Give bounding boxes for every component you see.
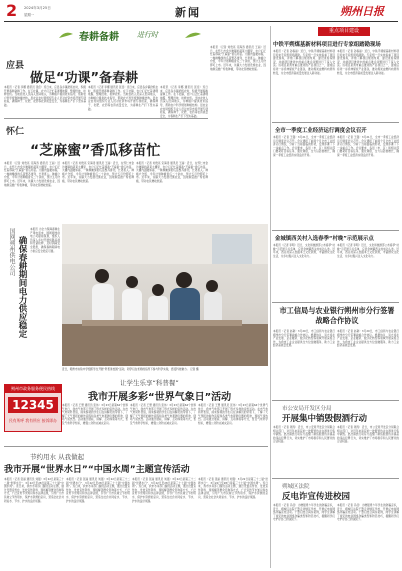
right-section-tag: 重点项目建设 — [318, 27, 370, 36]
story1-body: 本报讯（记者 李娜 通讯员 张佳）连日来，应县各乡镇抢抓农时，积极开展春耕备耕工作。在下社镇，农户们正忙着清理地膜、整理田地、检修农机。当地农技人员深入田间地头，为种植户提供技术指导，帮助农户科学规划种植结构。县农业农村局组织专业人员对农资市场开展专项检查，确保种子、化肥、农药等农资质量安全，为春耕生产打下坚实基础。 — [4, 86, 86, 107]
newspaper-logo: 朔州日报 — [340, 5, 384, 18]
vertical-story-kicker: 国网朔州供电公司 — [8, 228, 15, 276]
story1-headline: 做足“功课”备春耕 — [30, 71, 139, 86]
right2-body: 本报讯（记者 王强）3月21日，全市一季度工业经济运行调度会议召开。会议通报了前两个月全市工业经济运行情况，分析了当前面临的形势，安排部署了下一步重点工作。会议要求，各县（市、区）和相关部门要紧盯目标任务，强化调度，全力以赴稳增长，确保一季度工业经济实现良好开局。 — [273, 136, 335, 157]
right6-kicker: 朔城区法院 — [282, 484, 310, 490]
story4-body-col2: 本报讯（记者 张丽 通讯员 刘强）3月22日是第三十二届“世界水日”，3月22日至28日是第三十七届“中国水周”。连日来，我市水务部门围绕活动主题，通过设置宣传台、发放宣传资料、现场解答群众咨询等方式，广泛宣传节水知识和水法律法规，引导广大市民树立节约用水、保护水资源的意识，营造全社会共同爱水、节水、护水的良好氛围。 — [66, 478, 130, 503]
masthead — [0, 0, 402, 24]
right4-body-col2: 本报讯（记者 赵敏）3月20日，市工信局与农业银行朔州市分行签署战略合作协议。根据协议，双方将在产业发展、企业融资、数字化转型等领域开展深度合作，为我市工业企业提供全方位金融服务，助力工业经济高质量发展。 — [337, 330, 399, 348]
vertical-story-headline: 确保春耕期间电力供应稳定 — [17, 236, 27, 338]
story3-body: 本报讯（记者 王慧 通讯员 张伟）3月23日是第64个世界气象日，我市气象部门开展了形式多样的宣传活动。在市气象局科普馆，前来参观的学生们在讲解员的带领下，了解了天气预报的制作流程和各类气象观测仪器的用途，现场气氛热烈。活动通过展板、讲解、互动体验等方式，普及气象科学知识，增强公众防灾减灾意识。 — [62, 404, 128, 425]
right1-body: 本报讯（记者 孙春丽）近日，中铁平朔煤基新材料项目迎来专家组现场踏勘。专家组一行实地查看了项目建设现场，详细了解项目规划布局、建设进度等情况，并就项目推进中的重点难点问题进行了深入交流。该项目是我市重点推进的产业项目之一，建成后将进一步延伸煤炭产业链条，推动煤炭由燃料向原料转变，为全市经济高质量发展注入新动能。 — [273, 50, 335, 75]
right4-body: 本报讯（记者 赵敏）3月20日，市工信局与农业银行朔州市分行签署战略合作协议。根据协议，双方将在产业发展、企业融资、数字化转型等领域开展深度合作，为我市工业企业提供全方位金融服务，助力工业经济高质量发展。 — [273, 330, 335, 348]
banner-subtitle: 进行时 — [137, 31, 158, 39]
right3-headline: 金城镇西关村入选春季“村晚”示范展示点 — [275, 236, 374, 242]
story3-kicker: 让学生乐享“科普餐” — [120, 379, 179, 387]
story2-body-col3: 本报讯（记者 刘贵亮 宋海涛 通讯员 王丽）近日，在怀仁市金沙滩镇的蔬菜大棚里，农户们正忙着移栽“芝麻蜜”香瓜幼苗。大棚内温暖如春，一株株嫩绿的瓜苗整齐排列，长势喜人。种植户介绍，今年计划种植香瓜二十余亩，预计五月份即可上市。近年来，该镇大力发展设施农业，因地制宜推广特色种植，带动农民增收致富。 — [136, 162, 208, 183]
story4-headline: 我市开展“世界水日”“中国水周”主题宣传活动 — [4, 465, 190, 475]
story4-body-col4: 本报讯（记者 张丽 通讯员 刘强）3月22日是第三十二届“世界水日”，3月22日至28日是第三十七届“中国水周”。连日来，我市水务部门围绕活动主题，通过设置宣传台、发放宣传资料、现场解答群众咨询等方式，广泛宣传节水知识和水法律法规，引导广大市民树立节约用水、保护水资源的意识，营造全社会共同爱水、节水、护水的良好氛围。 — [198, 478, 268, 499]
right5-kicker: 市公安局开发区分局 — [282, 406, 332, 412]
story3-body-col2: 本报讯（记者 王慧 通讯员 张伟）3月23日是第64个世界气象日，我市气象部门开展了形式多样的宣传活动。在市气象局科普馆，前来参观的学生们在讲解员的带领下，了解了天气预报的制作流程和各类气象观测仪器的用途，现场气氛热烈。活动通过展板、讲解、互动体验等方式，普及气象科学知识，增强公众防灾减灾意识。 — [130, 404, 196, 425]
page-number: 2 — [6, 1, 18, 20]
right1-body-col2: 本报讯（记者 孙春丽）近日，中铁平朔煤基新材料项目迎来专家组现场踏勘。专家组一行实地查看了项目建设现场，详细了解项目规划布局、建设进度等情况，并就项目推进中的重点难点问题进行了深入交流。该项目是我市重点推进的产业项目之一，建成后将进一步延伸煤炭产业链条，推动煤炭由燃料向原料转变，为全市经济高质量发展注入新动能。 — [337, 50, 399, 75]
right4-headline: 市工信局与农业银行朔州市分行签署战略合作协议 — [279, 306, 395, 325]
date-line: 2024年3月25日 — [24, 6, 51, 10]
leaf-decoration — [55, 28, 205, 42]
story4-body: 本报讯（记者 张丽 通讯员 刘强）3月22日是第三十二届“世界水日”，3月22日至28日是第三十七届“中国水周”。连日来，我市水务部门围绕活动主题，通过设置宣传台、发放宣传资料、现场解答群众咨询等方式，广泛宣传节水知识和水法律法规，引导广大市民树立节约用水、保护水资源的意识，营造全社会共同爱水、节水、护水的良好氛围。 — [4, 478, 64, 503]
date-sub: 星期一 — [24, 13, 35, 17]
right2-body-col2: 本报讯（记者 王强）3月21日，全市一季度工业经济运行调度会议召开。会议通报了前两个月全市工业经济运行情况，分析了当前面临的形势，安排部署了下一步重点工作。会议要求，各县（市、区）和相关部门要紧盯目标任务，强化调度，全力以赴稳增长，确保一季度工业经济实现良好开局。 — [337, 136, 399, 157]
photo-caption: 近日，朔州市实验中学组织学生开展“科普进校园”活动，同学们在老师的指导下参与科学实验，感受科技魅力。 记者 摄 — [62, 368, 199, 371]
right5-body-col2: 本报讯（记者 周涛）近日，市公安局开发区分局联合相关部门，对近年来查获的一批假冒伪劣白酒进行集中销毁。此次销毁行动有力震慑了制售假冒伪劣商品的违法犯罪行为，切实维护了市场秩序和人民群众的合法权益。 — [337, 426, 399, 444]
continued-column: 本报讯（记者 刘贵亮 宋海涛 通讯员 王丽）近日，在怀仁市金沙滩镇的蔬菜大棚里，农户们正忙着移栽“芝麻蜜”香瓜幼苗。大棚内温暖如春，一株株嫩绿的瓜苗整齐排列，长势喜人。种植户介绍，今年计划种植香瓜二十余亩，预计五月份即可上市。近年来，该镇大力发展设施农业，因地制宜推广特色种植，带动农民增收致富。 — [210, 46, 266, 71]
right2-headline: 全市一季度工业经济运行调度会议召开 — [275, 128, 367, 134]
story3-body-col3: 本报讯（记者 王慧 通讯员 张伟）3月23日是第64个世界气象日，我市气象部门开展了形式多样的宣传活动。在市气象局科普馆，前来参观的学生们在讲解员的带领下，了解了天气预报的制作流程和各类气象观测仪器的用途，现场气氛热烈。活动通过展板、讲解、互动体验等方式，普及气象科学知识，增强公众防灾减灾意识。 — [198, 404, 268, 425]
feature-banner — [55, 28, 205, 42]
story4-body-col3: 本报讯（记者 张丽 通讯员 刘强）3月22日是第三十二届“世界水日”，3月22日至28日是第三十七届“中国水周”。连日来，我市水务部门围绕活动主题，通过设置宣传台、发放宣传资料、现场解答群众咨询等方式，广泛宣传节水知识和水法律法规，引导广大市民树立节约用水、保护水资源的意识，营造全社会共同爱水、节水、护水的良好氛围。 — [132, 478, 196, 503]
story1-body-col3: 本报讯（记者 李娜 通讯员 张佳）连日来，应县各乡镇抢抓农时，积极开展春耕备耕工作。在下社镇，农户们正忙着清理地膜、整理田地、检修农机。当地农技人员深入田间地头，为种植户提供技术指导，帮助农户科学规划种植结构。县农业农村局组织专业人员对农资市场开展专项检查，确保种子、化肥、农药等农资质量安全，为春耕生产打下坚实基础。 — [160, 86, 208, 118]
right3-body-col2: 本报讯（记者 李明）近日，文化和旅游部公布春季“村晚”示范展示点名单，应县金城镇西关村成功入选。近年来，西关村深入挖掘本土文化资源，丰富群众文化生活，为乡村振兴注入文化动力。 — [337, 244, 399, 258]
story2-headline: “芝麻蜜”香瓜移苗忙 — [30, 143, 161, 159]
story2-body: 本报讯（记者 刘贵亮 宋海涛 通讯员 王丽）近日，在怀仁市金沙滩镇的蔬菜大棚里，农户们正忙着移栽“芝麻蜜”香瓜幼苗。大棚内温暖如春，一株株嫩绿的瓜苗整齐排列，长势喜人。种植户介绍，今年计划种植香瓜二十余亩，预计五月份即可上市。近年来，该镇大力发展设施农业，因地制宜推广特色种植，带动农民增收致富。 — [4, 162, 60, 187]
right5-headline: 开展集中销毁假酒行动 — [282, 414, 368, 424]
story4-kicker: 节约用水 从我做起 — [30, 453, 85, 461]
right5-body: 本报讯（记者 周涛）近日，市公安局开发区分局联合相关部门，对近年来查获的一批假冒伪劣白酒进行集中销毁。此次销毁行动有力震慑了制售假冒伪劣商品的违法犯罪行为，切实维护了市场秩序和人民群众的合法权益。 — [273, 426, 335, 444]
story3-headline: 我市开展多彩“世界气象日”活动 — [88, 392, 232, 403]
place-label-huairen: 怀仁 — [6, 127, 25, 137]
place-label-yingxian: 应县 — [6, 61, 25, 71]
section-title: 新闻 — [175, 6, 201, 19]
story1-body-col2: 本报讯（记者 李娜 通讯员 张佳）连日来，应县各乡镇抢抓农时，积极开展春耕备耕工作。在下社镇，农户们正忙着清理地膜、整理田地、检修农机。当地农技人员深入田间地头，为种植户提供技术指导，帮助农户科学规划种植结构。县农业农村局组织专业人员对农资市场开展专项检查，确保种子、化肥、农药等农资质量安全，为春耕生产打下坚实基础。 — [88, 86, 158, 111]
right6-headline: 反电诈宣传进校园 — [282, 492, 351, 502]
hotline-label: 朔州市政务服务便民热线 — [5, 385, 61, 393]
news-photo — [62, 224, 268, 366]
vertical-story-body: 本报讯 为全力保障春耕生产用电需求，国网朔州供电公司提前谋划，组织人员深入乡村开展线路巡视和设备检修，及时消除安全隐患，确保春耕期间电力供应安全稳定可靠。 — [30, 228, 60, 253]
hotline-box — [4, 384, 62, 432]
hotline-number: 12345 — [8, 397, 58, 413]
right6-body: 本报讯（记者 冯佳）为增强青少年学生的防骗意识，近日，朔城区法院干警走进辖区学校，开展反电信网络诈骗宣传活动。干警们结合真实案例，向学生讲解了常见的电信网络诈骗类型和防范技巧，提醒同学们守护好自己的钱袋子。 — [273, 504, 335, 522]
hotline-slogan: 民有所呼 我有所应 接诉即办 — [9, 418, 57, 423]
right6-body-col2: 本报讯（记者 冯佳）为增强青少年学生的防骗意识，近日，朔城区法院干警走进辖区学校，开展反电信网络诈骗宣传活动。干警们结合真实案例，向学生讲解了常见的电信网络诈骗类型和防范技巧，提醒同学们守护好自己的钱袋子。 — [337, 504, 399, 522]
right3-body: 本报讯（记者 李明）近日，文化和旅游部公布春季“村晚”示范展示点名单，应县金城镇西关村成功入选。近年来，西关村深入挖掘本土文化资源，丰富群众文化生活，为乡村振兴注入文化动力。 — [273, 244, 335, 258]
photo-scene — [62, 224, 268, 366]
banner-title: 春耕备耕 — [79, 32, 119, 43]
story2-body-col2: 本报讯（记者 刘贵亮 宋海涛 通讯员 王丽）近日，在怀仁市金沙滩镇的蔬菜大棚里，农户们正忙着移栽“芝麻蜜”香瓜幼苗。大棚内温暖如春，一株株嫩绿的瓜苗整齐排列，长势喜人。种植户介绍，今年计划种植香瓜二十余亩，预计五月份即可上市。近年来，该镇大力发展设施农业，因地制宜推广特色种植，带动农民增收致富。 — [62, 162, 134, 183]
right1-headline: 中铁平朔煤基新材料项目进行专家组踏勘现场 — [273, 42, 381, 48]
